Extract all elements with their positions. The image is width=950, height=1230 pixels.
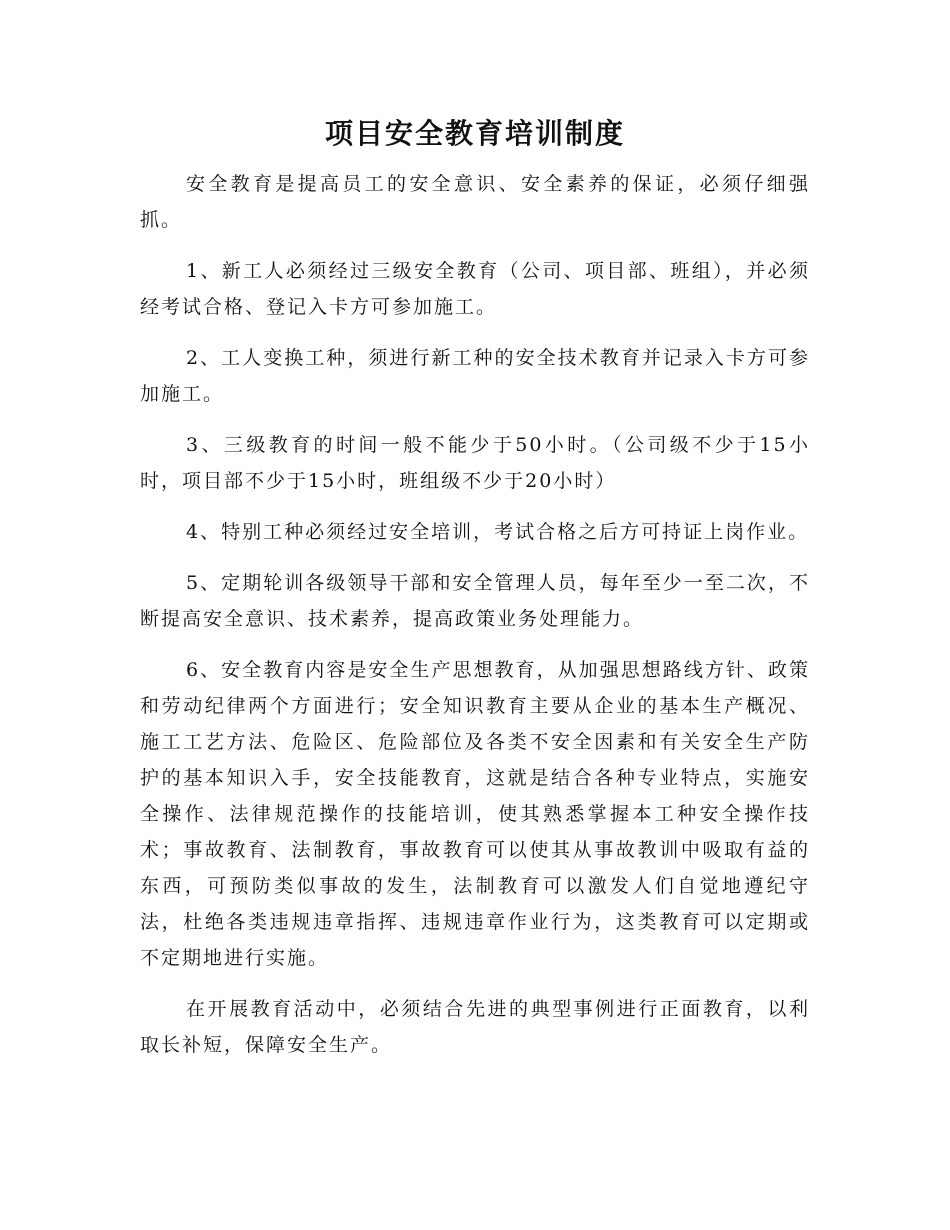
- paragraph-conclusion: 在开展教育活动中，必须结合先进的典型事例进行正面教育，以利取长补短，保障安全生产。: [140, 998, 810, 1056]
- paragraph-item-2: 2、工人变换工种，须进行新工种的安全技术教育并记录入卡方可参加施工。: [140, 347, 810, 405]
- paragraph-intro: 安全教育是提高员工的安全意识、安全素养的保证，必须仔细强抓。: [140, 173, 810, 231]
- document-page: [140, 110, 810, 1078]
- paragraph-item-3: 3、三级教育的时间一般不能少于50小时。（公司级不少于15小时，项目部不少于15小时，班组级不少于20小时）: [140, 434, 810, 492]
- paragraph-item-5: 5、定期轮训各级领导干部和安全管理人员，每年至少一至二次，不断提高安全意识、技术素养，提高政策业务处理能力。: [140, 572, 810, 630]
- document-title: 项目安全教育培训制度: [324, 117, 625, 150]
- paragraph-item-6: 6、安全教育内容是安全生产思想教育，从加强思想路线方针、政策和劳动纪律两个方面进行；安全知识教育主要从企业的基本生产概况、施工工艺方法、危险区、危险部位及各类不安全因素和有关安全生产防护的基本知识入手，安全技能教育，这就是结合各种专业特点，实施安全操作、法律规范操作的技能培训，使其熟悉掌握本工种安全操作技术；事故教育、法制教育，事故教育可以使其从事故教训中吸取有益的东西，可预防类似事故的发生，法制教育可以激发人们自觉地遵纪守法，杜绝各类违规违章指挥、违规违章作业行为，这类教育可以定期或不定期地进行实施。: [140, 659, 810, 969]
- paragraph-item-4: 4、特别工种必须经过安全培训，考试合格之后方可持证上岗作业。: [186, 521, 810, 543]
- paragraph-item-1: 1、新工人必须经过三级安全教育（公司、项目部、班组），并必须经考试合格、登记入卡方可参加施工。: [140, 260, 810, 318]
